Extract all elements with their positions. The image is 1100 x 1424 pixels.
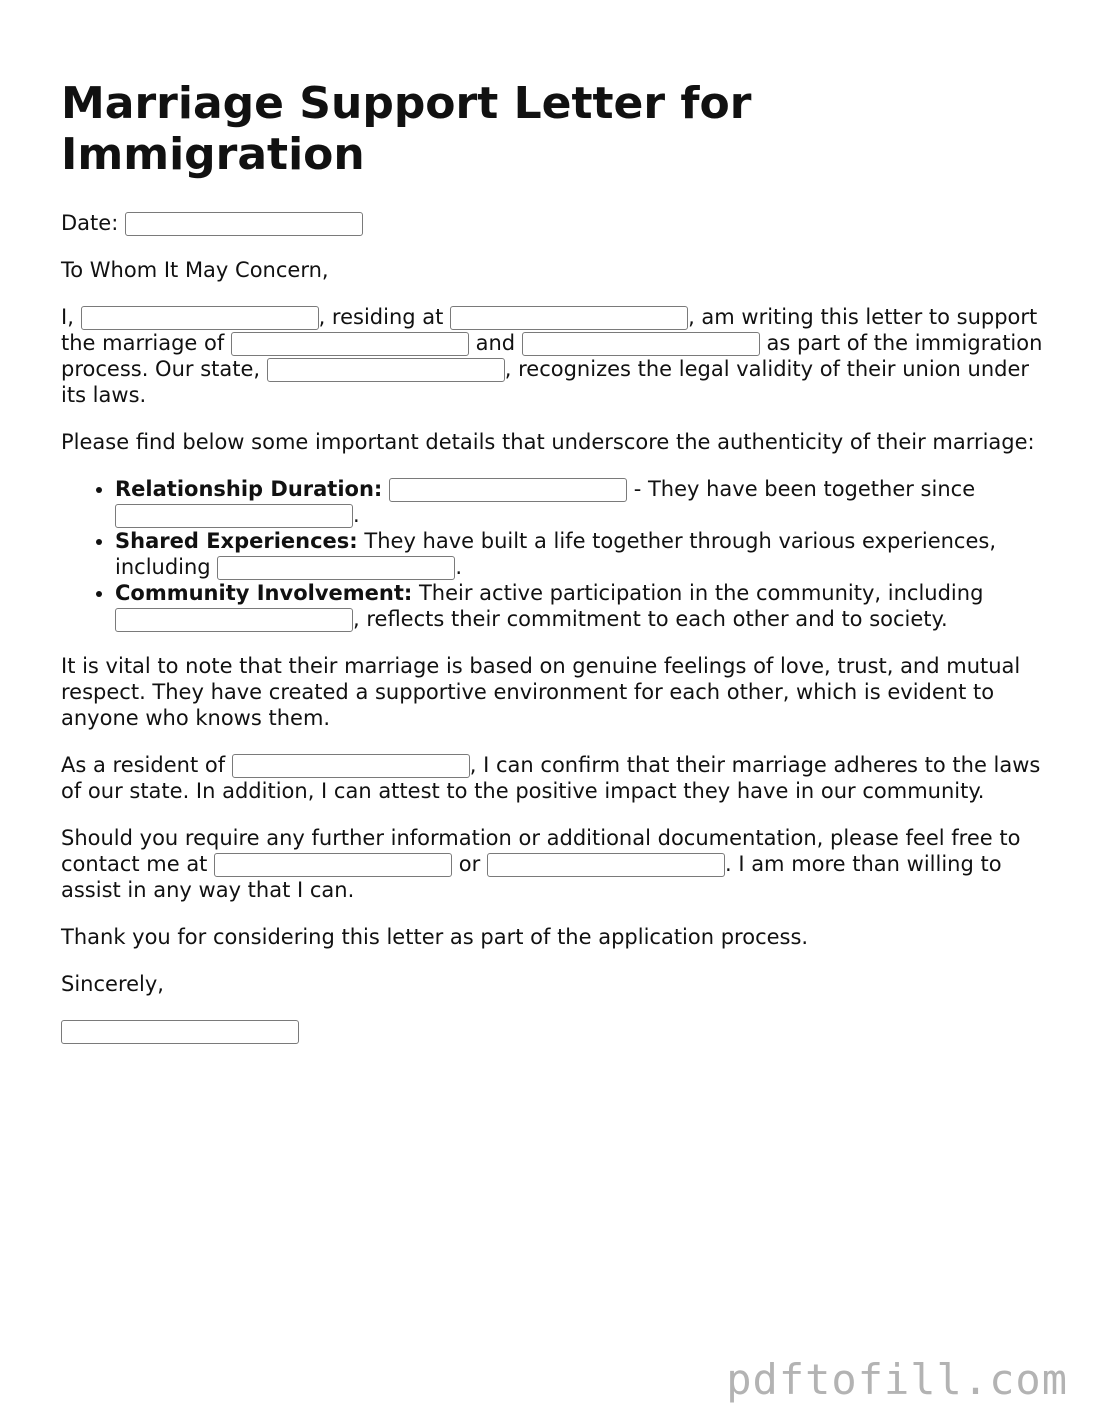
duration-label: Relationship Duration: bbox=[115, 477, 383, 501]
closing: Sincerely, bbox=[61, 972, 164, 996]
date-field[interactable] bbox=[125, 212, 363, 236]
intro-paragraph bbox=[61, 304, 1046, 408]
intro-text-5: as part of the immigration process. Our state, bbox=[61, 331, 1043, 381]
community-field[interactable] bbox=[115, 608, 353, 632]
contact-email-field[interactable] bbox=[487, 853, 725, 877]
thanks-paragraph: Thank you for considering this letter as part of the application process. bbox=[61, 925, 809, 949]
signature-field[interactable] bbox=[61, 1020, 299, 1044]
date-line bbox=[61, 210, 1046, 236]
resident-paragraph bbox=[61, 752, 1046, 804]
duration-text: - They have been together since bbox=[633, 477, 976, 501]
list-item-duration bbox=[115, 476, 1046, 528]
spouse-one-field[interactable] bbox=[231, 332, 469, 356]
community-text: Their active participation in the community, including bbox=[418, 581, 984, 605]
details-list bbox=[61, 476, 1046, 632]
intro-text-4: and bbox=[475, 331, 516, 355]
together-since-field[interactable] bbox=[115, 504, 353, 528]
list-item-shared bbox=[115, 528, 1046, 580]
contact-text-1: Should you require any further information or additional documentation, please feel free to contact me at bbox=[61, 826, 1021, 876]
contact-phone-field[interactable] bbox=[214, 853, 452, 877]
community-end: , reflects their commitment to each other and to society. bbox=[353, 607, 948, 631]
letter-page bbox=[61, 78, 1046, 1044]
list-item-community bbox=[115, 580, 1046, 632]
duration-field[interactable] bbox=[389, 478, 627, 502]
genuine-paragraph: It is vital to note that their marriage is based on genuine feelings of love, trust, and mutual respect. They have created a supportive environment for each other, which is evident to anyone who knows them. bbox=[61, 654, 1021, 730]
resident-state-field[interactable] bbox=[232, 754, 470, 778]
intro-text-6: , recognizes the legal validity of their union under its laws. bbox=[61, 357, 1030, 407]
details-intro: Please find below some important details that underscore the authenticity of their marriage: bbox=[61, 430, 1035, 454]
state-field[interactable] bbox=[267, 358, 505, 382]
intro-text-1: I, bbox=[61, 305, 74, 329]
shared-experiences-field[interactable] bbox=[217, 556, 455, 580]
contact-text-2: or bbox=[458, 852, 481, 876]
signature-line bbox=[61, 1018, 1046, 1044]
shared-label: Shared Experiences: bbox=[115, 529, 358, 553]
writer-address-field[interactable] bbox=[450, 306, 688, 330]
watermark: pdftofill.com bbox=[726, 1355, 1068, 1404]
duration-end: . bbox=[353, 503, 360, 527]
shared-end: . bbox=[455, 555, 463, 579]
community-label: Community Involvement: bbox=[115, 581, 413, 605]
spouse-two-field[interactable] bbox=[522, 332, 760, 356]
page-title: Marriage Support Letter for Immigration bbox=[61, 78, 752, 180]
salutation: To Whom It May Concern, bbox=[61, 258, 329, 282]
shared-text: They have built a life together through various experiences, including bbox=[115, 529, 997, 579]
intro-text-2: , residing at bbox=[318, 305, 444, 329]
contact-paragraph bbox=[61, 825, 1046, 903]
resident-text-1: As a resident of bbox=[61, 753, 226, 777]
contact-text-3: . I am more than willing to assist in any way that I can. bbox=[61, 852, 1002, 902]
intro-text-3: , am writing this letter to support the marriage of bbox=[61, 305, 1038, 355]
writer-name-field[interactable] bbox=[81, 306, 319, 330]
resident-text-2: , I can confirm that their marriage adheres to the laws of our state. In addition, I can attest to the positive impact they have in our community. bbox=[61, 753, 1041, 803]
date-label: Date: bbox=[61, 211, 119, 235]
